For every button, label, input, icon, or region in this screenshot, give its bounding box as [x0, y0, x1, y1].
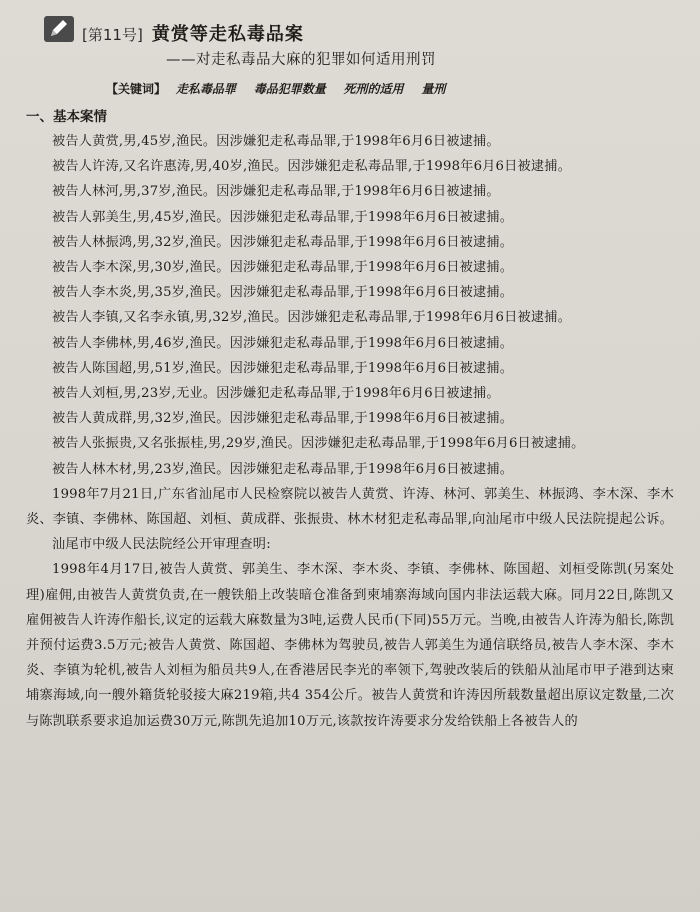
section-heading: 一、基本案情 [26, 109, 107, 125]
keyword: 毒品犯罪数量 [253, 82, 326, 96]
paragraph: 汕尾市中级人民法院经公开审理查明: [52, 537, 271, 553]
keywords-line [106, 80, 674, 97]
paragraph: 被告人张振贵,又名张振桂,男,29岁,渔民。因涉嫌犯走私毒品罪,于1998年6月6日被逮捕。 [52, 436, 585, 452]
paragraph: 被告人郭美生,男,45岁,渔民。因涉嫌犯走私毒品罪,于1998年6月6日被逮捕。 [52, 209, 514, 225]
paragraph: 1998年4月17日,被告人黄赏、郭美生、李木深、李木炎、李镇、李佛林、陈国超、刘桓受陈凯(另案处理)雇佣,由被告人黄赏负责,在一艘铁船上改装暗仓准备到柬埔寨海域向国内非法运载大麻。同月22日,陈凯又雇佣被告人许涛作船长,议定的运载大麻数量为3吨,运费人民币(下同)55万元。当晚,由被告人许涛为船长,陈凯并预付运费3.5万元;被告人黄赏、陈国超、李佛林为驾驶员,被告人郭美生为通信联络员,被告人李木深、李木炎、李镇为轮机,被告人刘桓为船员共9人,在香港居民李光的率领下,驾驶改装后的铁船从汕尾市甲子港到达柬埔寨海域,向一艘外籍货轮驳接大麻219箱,共4 354公斤。被告人黄赏和许涛因所载数量超出原议定数量,二次与陈凯联系要求追加运费30万元,陈凯先追加10万元,该款按许涛要求分发给铁船上各被告人的 [26, 562, 674, 729]
paragraph: 被告人李镇,又名李永镇,男,32岁,渔民。因涉嫌犯走私毒品罪,于1998年6月6日被逮捕。 [52, 310, 572, 326]
paragraph: 被告人李木深,男,30岁,渔民。因涉嫌犯走私毒品罪,于1998年6月6日被逮捕。 [52, 260, 514, 276]
paragraph: 被告人黄赏,男,45岁,渔民。因涉嫌犯走私毒品罪,于1998年6月6日被逮捕。 [52, 134, 500, 149]
keyword: 死刑的适用 [343, 82, 404, 96]
case-title: 黄赏等走私毒品案 [151, 24, 304, 45]
paragraph: 被告人林木材,男,23岁,渔民。因涉嫌犯走私毒品罪,于1998年6月6日被逮捕。 [52, 461, 514, 477]
case-subtitle: ——对走私毒品大麻的犯罪如何适用刑罚 [166, 52, 436, 68]
paragraph: 被告人陈国超,男,51岁,渔民。因涉嫌犯走私毒品罪,于1998年6月6日被逮捕。 [52, 360, 514, 376]
case-number: [第11号] [82, 26, 143, 44]
paragraph: 被告人林河,男,37岁,渔民。因涉嫌犯走私毒品罪,于1998年6月6日被逮捕。 [52, 184, 500, 200]
paragraph: 被告人许涛,又名许惠涛,男,40岁,渔民。因涉嫌犯走私毒品罪,于1998年6月6日被逮捕。 [52, 159, 572, 175]
pencil-icon [44, 16, 74, 42]
case-body [26, 129, 674, 734]
paragraph: 被告人李木炎,男,35岁,渔民。因涉嫌犯走私毒品罪,于1998年6月6日被逮捕。 [52, 285, 514, 301]
paragraph: 被告人林振鸿,男,32岁,渔民。因涉嫌犯走私毒品罪,于1998年6月6日被逮捕。 [52, 234, 514, 250]
case-title-line [82, 20, 304, 46]
paragraph: 1998年7月21日,广东省汕尾市人民检察院以被告人黄赏、许涛、林河、郭美生、林振鸿、李木深、李木炎、李镇、李佛林、陈国超、刘桓、黄成群、张振贵、林木材犯走私毒品罪,向汕尾市中级人民法院提起公诉。 [26, 486, 674, 528]
paragraph: 被告人刘桓,男,23岁,无业。因涉嫌犯走私毒品罪,于1998年6月6日被逮捕。 [52, 386, 500, 402]
paragraph: 被告人李佛林,男,46岁,渔民。因涉嫌犯走私毒品罪,于1998年6月6日被逮捕。 [52, 335, 514, 351]
keyword: 量刑 [421, 82, 446, 96]
keywords-label: 【关键词】 [106, 82, 167, 96]
case-header [52, 8, 674, 72]
paragraph: 被告人黄成群,男,32岁,渔民。因涉嫌犯走私毒品罪,于1998年6月6日被逮捕。 [52, 411, 514, 427]
keyword: 走私毒品罪 [175, 82, 236, 96]
